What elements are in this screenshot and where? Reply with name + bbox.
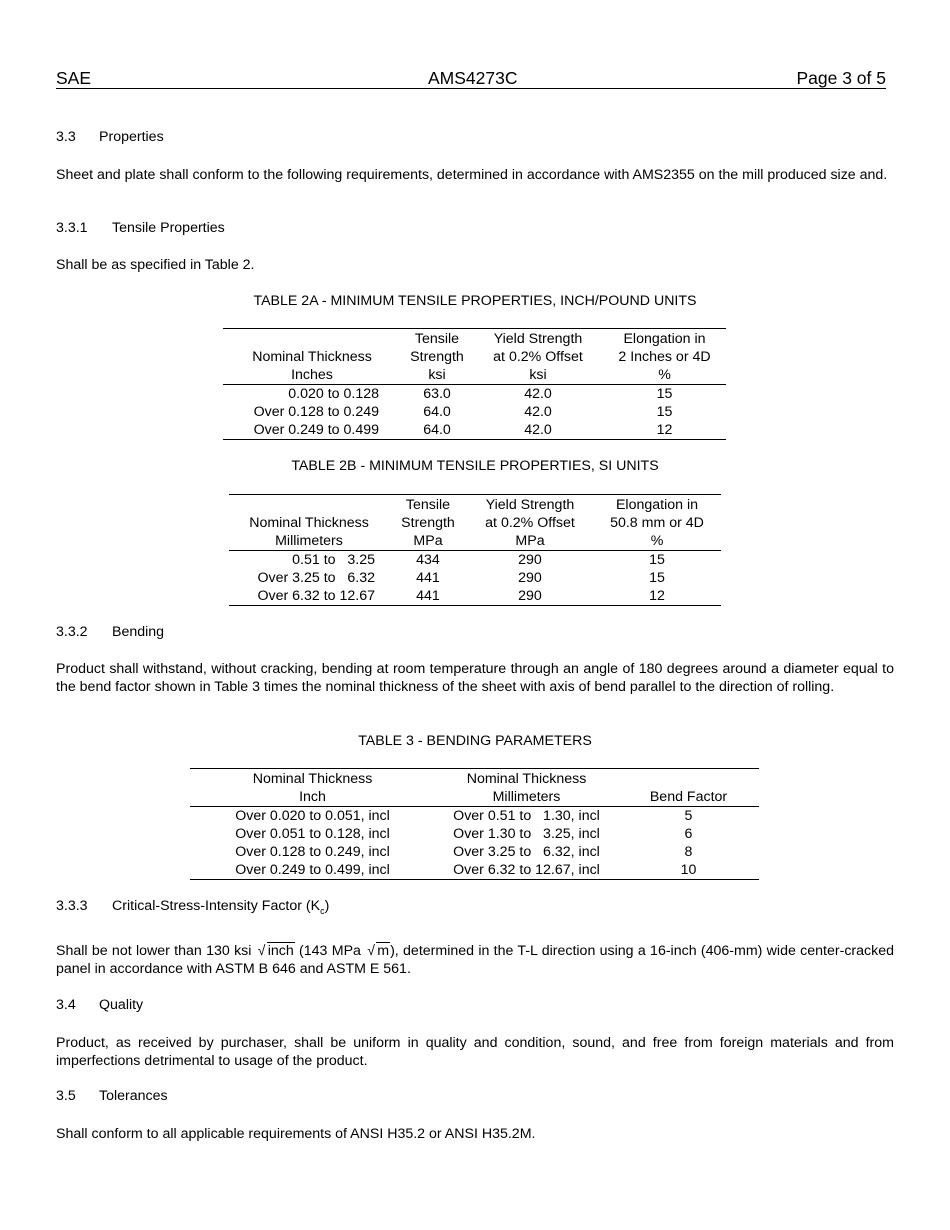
cell-yield: 290	[518, 552, 542, 568]
table-2a	[223, 330, 726, 440]
header-cell: %	[650, 533, 664, 549]
header-cell: at 0.2% Offset	[493, 349, 583, 365]
header-cell: Tensile	[414, 331, 460, 347]
section-number: 3.5	[56, 1088, 76, 1104]
header-cell: ksi	[428, 367, 446, 383]
cell-tensile: 441	[416, 570, 440, 586]
table-row	[190, 807, 759, 826]
cell-elongation: 12	[649, 588, 665, 604]
header-cell: Nominal Thickness	[252, 771, 373, 787]
cell-bend-factor: 10	[680, 862, 697, 878]
header-cell: %	[658, 367, 671, 383]
cell-tensile: 441	[416, 588, 440, 604]
body-text: ), determined in the T-L direction using a 16-inch (406-mm) wide center-cracked panel in accordance with ASTM B 646 and ASTM E 561.	[56, 943, 894, 977]
header-cell: Yield Strength	[493, 331, 583, 347]
section-number: 3.3.2	[56, 624, 88, 640]
header-cell	[618, 770, 759, 788]
table-header-row	[223, 330, 726, 348]
section-title	[112, 898, 329, 916]
table-header-row	[229, 514, 721, 532]
header-cell: 50.8 mm or 4D	[610, 515, 704, 531]
header-cell: 2 Inches or 4D	[618, 349, 711, 365]
header-cell: Inches	[291, 367, 333, 383]
section-number: 3.4	[56, 997, 76, 1013]
header-page-number: Page 3 of 5	[796, 68, 886, 88]
header-cell: Strength	[410, 349, 464, 365]
cell-thickness: Over 0.249 to 0.499	[253, 422, 379, 438]
table-3	[190, 770, 759, 880]
table-row	[229, 569, 721, 587]
cell-elongation: 15	[656, 404, 673, 420]
section-3-3-heading	[56, 129, 164, 145]
section-number: 3.3.3	[56, 898, 88, 914]
section-3-4-body: Product, as received by purchaser, shall be uniform in quality and condition, sound, and free from foreign materials and from imperfections detrimental to usage of the product.	[56, 1035, 894, 1069]
header-cell: Nominal Thickness	[249, 515, 369, 531]
title-text: Critical-Stress-Intensity Factor (K	[112, 898, 321, 914]
subscript: c	[320, 905, 325, 916]
cell-elongation: 12	[656, 422, 673, 438]
cell-bend-factor: 8	[684, 844, 693, 860]
page-header	[56, 70, 886, 89]
header-cell: MPa	[413, 533, 443, 549]
table-header-row	[190, 770, 759, 788]
header-cell	[223, 330, 401, 348]
radicand: inch	[267, 943, 294, 959]
section-3-3-1-heading	[56, 220, 225, 236]
header-cell: Strength	[401, 515, 455, 531]
body-text: Shall be not lower than 130 ksi	[56, 943, 256, 959]
header-cell: Elongation in	[615, 497, 699, 513]
table-row	[229, 551, 721, 570]
header-cell: at 0.2% Offset	[485, 515, 575, 531]
header-cell	[229, 496, 389, 514]
section-title: Bending	[112, 624, 165, 640]
header-cell: Nominal Thickness	[466, 771, 587, 787]
cell-thickness-inch: Over 0.249 to 0.499, incl	[235, 862, 390, 878]
cell-tensile: 63.0	[423, 386, 451, 402]
table-row	[190, 825, 759, 843]
cell-yield: 290	[518, 570, 542, 586]
table-row	[223, 385, 726, 404]
header-cell: MPa	[515, 533, 545, 549]
section-3-3-body: Sheet and plate shall conform to the following requirements, determined in accordance with AMS2355 on the mill produced size and.	[56, 167, 888, 183]
table-2a-top-rule	[223, 328, 726, 329]
cell-thickness-inch: Over 0.128 to 0.249, incl	[235, 844, 390, 860]
section-3-3-2-body: Product shall withstand, without cracking, bending at room temperature through an angle of 180 degrees around a diameter equal to the bend factor shown in Table 3 times the nominal thickness of the sheet with axis of bend parallel to the direction of rolling.	[56, 661, 894, 695]
cell-thickness: Over 0.128 to 0.249	[253, 404, 379, 420]
cell-thickness-mm: Over 1.30 to 3.25, incl	[453, 826, 600, 842]
section-3-3-3-body	[56, 942, 894, 978]
cell-tensile: 64.0	[423, 422, 451, 438]
radical-icon: √	[257, 942, 266, 958]
cell-bend-factor: 6	[684, 826, 693, 842]
table-row	[229, 587, 721, 606]
section-3-3-3-heading	[56, 898, 330, 916]
section-3-5-heading	[56, 1088, 168, 1104]
table-header-row	[190, 788, 759, 807]
cell-thickness: Over 6.32 to 12.67	[257, 588, 375, 604]
table-2b	[229, 496, 721, 606]
radicand: m	[377, 943, 390, 959]
section-3-3-2-heading	[56, 624, 165, 640]
cell-yield: 42.0	[524, 404, 552, 420]
radical-icon: √	[367, 942, 375, 958]
header-cell: Inch	[299, 789, 326, 805]
section-3-3-1-body: Shall be as specified in Table 2.	[56, 257, 255, 273]
header-cell: ksi	[529, 367, 547, 383]
section-title: Tensile Properties	[112, 220, 225, 236]
cell-tensile: 434	[416, 552, 440, 568]
cell-thickness-mm: Over 0.51 to 1.30, incl	[453, 808, 600, 824]
table-row	[223, 421, 726, 440]
cell-tensile: 64.0	[423, 404, 451, 420]
table-header-row	[223, 366, 726, 385]
header-cell: Nominal Thickness	[252, 349, 372, 365]
cell-thickness-inch: Over 0.051 to 0.128, incl	[235, 826, 390, 842]
section-title: Quality	[99, 997, 144, 1013]
cell-thickness: Over 3.25 to 6.32	[257, 570, 375, 586]
title-close: )	[324, 898, 330, 914]
table-2a-title: TABLE 2A - MINIMUM TENSILE PROPERTIES, INCH/POUND UNITS	[253, 293, 697, 309]
cell-thickness: 0.020 to 0.128	[288, 386, 379, 402]
section-3-4-heading	[56, 997, 144, 1013]
cell-thickness: 0.51 to 3.25	[292, 552, 375, 568]
cell-elongation: 15	[649, 552, 665, 568]
cell-bend-factor: 5	[684, 808, 693, 824]
cell-yield: 290	[518, 588, 542, 604]
header-cell: Yield Strength	[485, 497, 575, 513]
header-cell: Bend Factor	[649, 789, 728, 805]
table-row	[190, 861, 759, 880]
header-doc-id: AMS4273C	[428, 68, 518, 88]
cell-elongation: 15	[656, 386, 673, 402]
sqrt-inch	[258, 942, 295, 960]
header-cell: Millimeters	[492, 789, 561, 805]
section-title: Tolerances	[99, 1088, 168, 1104]
table-header-row	[223, 348, 726, 366]
header-cell: Tensile	[405, 497, 451, 513]
header-cell: Elongation in	[623, 331, 706, 347]
header-cell: Millimeters	[275, 533, 343, 549]
sqrt-m	[367, 942, 390, 960]
cell-thickness-mm: Over 3.25 to 6.32, incl	[453, 844, 600, 860]
header-org: SAE	[56, 68, 92, 88]
cell-yield: 42.0	[524, 422, 552, 438]
table-3-title: TABLE 3 - BENDING PARAMETERS	[358, 733, 592, 749]
section-number: 3.3.1	[56, 220, 88, 236]
section-3-5-body: Shall conform to all applicable requirements of ANSI H35.2 or ANSI H35.2M.	[56, 1126, 536, 1142]
cell-elongation: 15	[649, 570, 665, 586]
cell-yield: 42.0	[524, 386, 552, 402]
table-row	[223, 403, 726, 421]
table-2b-top-rule	[229, 494, 721, 495]
table-2b-title: TABLE 2B - MINIMUM TENSILE PROPERTIES, SI UNITS	[291, 458, 659, 474]
body-text: (143 MPa	[294, 943, 366, 959]
section-title: Properties	[99, 129, 164, 145]
table-row	[190, 843, 759, 861]
table-header-row	[229, 532, 721, 551]
table-3-top-rule	[190, 768, 759, 769]
table-header-row	[229, 496, 721, 514]
section-number: 3.3	[56, 129, 76, 145]
cell-thickness-inch: Over 0.020 to 0.051, incl	[235, 808, 390, 824]
cell-thickness-mm: Over 6.32 to 12.67, incl	[453, 862, 600, 878]
